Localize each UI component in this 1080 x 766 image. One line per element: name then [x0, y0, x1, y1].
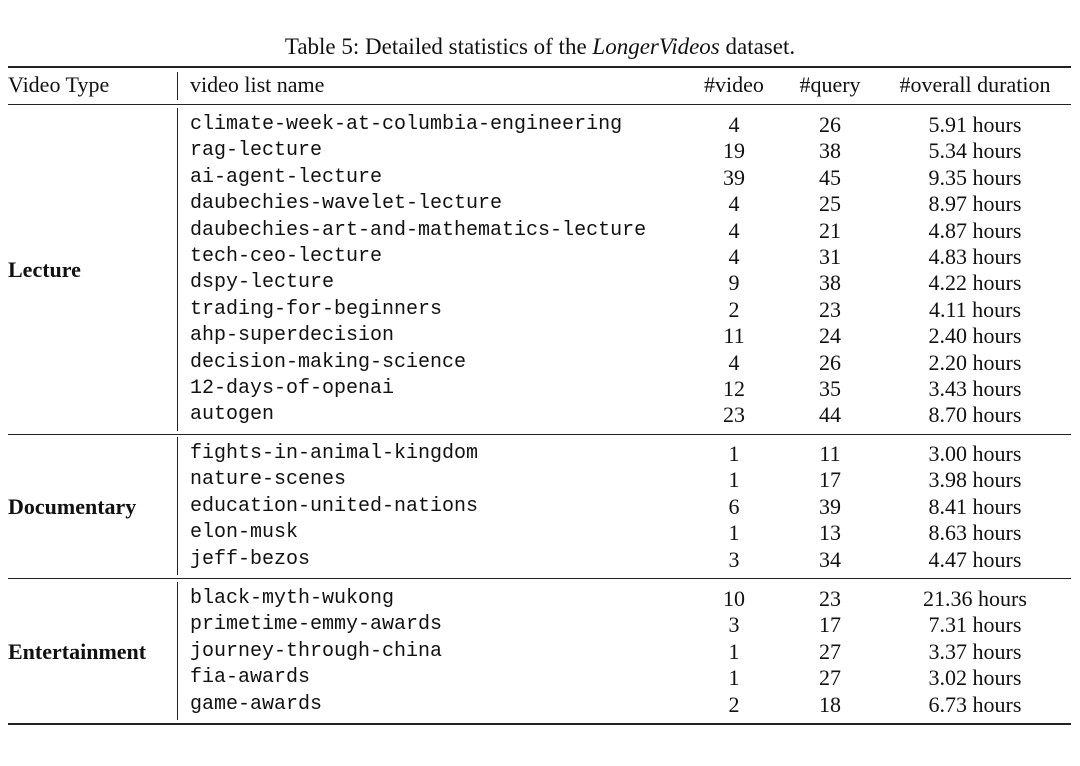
video-count: 2: [728, 296, 740, 322]
video-list-name: 12-days-of-openai: [190, 377, 395, 400]
header-duration: #overall duration: [899, 72, 1051, 97]
video-list-name: daubechies-wavelet-lecture: [190, 192, 503, 216]
overall-duration: 5.34 hours: [928, 138, 1022, 164]
overall-duration: 3.43 hours: [928, 376, 1022, 401]
video-count: 23: [723, 402, 745, 428]
overall-duration: 4.83 hours: [928, 244, 1022, 269]
video-count: 11: [723, 323, 745, 349]
video-list-name: ahp-superdecision: [190, 324, 395, 348]
top-rule: [8, 66, 1071, 68]
overall-duration: 4.11 hours: [928, 296, 1022, 322]
query-count: 18: [819, 691, 841, 717]
query-count: 45: [819, 164, 841, 190]
query-count: 26: [819, 112, 841, 137]
video-list-name: decision-making-science: [190, 350, 467, 374]
overall-duration: 8.63 hours: [928, 520, 1022, 546]
video-count: 4: [728, 112, 740, 137]
video-list-name: nature-scenes: [190, 468, 347, 492]
video-count: 12: [723, 376, 745, 401]
video-count: 4: [728, 244, 740, 269]
video-list-name: ai-agent-lecture: [190, 165, 383, 189]
video-count: 1: [728, 441, 740, 466]
video-list-name: fia-awards: [190, 666, 311, 690]
overall-duration: 4.87 hours: [928, 217, 1022, 243]
query-count: 35: [819, 376, 841, 401]
query-count: 31: [819, 244, 841, 269]
video-count: 1: [728, 467, 740, 493]
group-divider: [177, 437, 178, 575]
overall-duration: 21.36 hours: [923, 586, 1027, 611]
query-count: 17: [819, 467, 841, 493]
overall-duration: 2.20 hours: [928, 349, 1022, 375]
video-count: 4: [728, 191, 740, 217]
bottom-rule: [8, 723, 1071, 725]
video-list-name: fights-in-animal-kingdom: [190, 442, 479, 465]
query-count: 23: [819, 586, 841, 611]
video-list-name: tech-ceo-lecture: [190, 245, 383, 268]
video-count: 9: [728, 270, 740, 296]
query-count: 26: [819, 349, 841, 375]
video-list-name: daubechies-art-and-mathematics-lecture: [190, 218, 647, 242]
query-count: 38: [819, 270, 841, 296]
overall-duration: 7.31 hours: [928, 612, 1022, 638]
video-count: 1: [728, 665, 740, 691]
video-count: 19: [723, 138, 745, 164]
query-count: 27: [819, 665, 841, 691]
query-count: 25: [819, 191, 841, 217]
video-type-lecture: Lecture: [8, 257, 81, 283]
overall-duration: 3.00 hours: [928, 441, 1022, 466]
query-count: 11: [819, 441, 841, 466]
overall-duration: 3.37 hours: [928, 638, 1022, 664]
overall-duration: 8.70 hours: [928, 402, 1022, 428]
query-count: 44: [819, 402, 841, 428]
video-count: 3: [728, 612, 740, 638]
overall-duration: 3.02 hours: [928, 665, 1022, 691]
group-rule: [8, 434, 1071, 435]
video-list-name: trading-for-beginners: [190, 297, 443, 321]
header-video-type: Video Type: [8, 72, 110, 97]
caption-dataset-name: LongerVideos: [592, 34, 720, 59]
header-rule: [8, 104, 1071, 105]
video-count: 6: [728, 493, 740, 519]
overall-duration: 8.41 hours: [928, 493, 1022, 519]
video-list-name: elon-musk: [190, 521, 299, 545]
video-count: 1: [728, 520, 740, 546]
video-list-name: rag-lecture: [190, 139, 323, 163]
query-count: 13: [819, 520, 841, 546]
video-count: 2: [728, 691, 740, 717]
overall-duration: 6.73 hours: [928, 691, 1022, 717]
video-list-name: jeff-bezos: [190, 547, 311, 571]
header-list-name: video list name: [190, 72, 325, 97]
video-count: 39: [723, 164, 745, 190]
video-count: 10: [723, 586, 745, 611]
video-count: 4: [728, 349, 740, 375]
video-list-name: black-myth-wukong: [190, 587, 395, 610]
video-count: 3: [728, 546, 740, 572]
query-count: 23: [819, 296, 841, 322]
query-count: 27: [819, 638, 841, 664]
overall-duration: 3.98 hours: [928, 467, 1022, 493]
group-divider: [177, 108, 178, 431]
video-list-name: game-awards: [190, 692, 323, 716]
query-count: 34: [819, 546, 841, 572]
video-list-name: primetime-emmy-awards: [190, 613, 443, 637]
video-list-name: dspy-lecture: [190, 271, 335, 295]
caption-suffix: dataset.: [719, 34, 796, 59]
overall-duration: 5.91 hours: [928, 112, 1022, 137]
video-type-entertainment: Entertainment: [8, 639, 147, 664]
query-count: 21: [819, 217, 841, 243]
header-divider: [177, 72, 178, 100]
video-type-documentary: Documentary: [8, 494, 137, 519]
overall-duration: 4.22 hours: [928, 270, 1022, 296]
table-caption: [0, 33, 1080, 61]
header-query: #query: [799, 72, 861, 97]
video-list-name: autogen: [190, 403, 275, 427]
overall-duration: 8.97 hours: [928, 191, 1022, 217]
query-count: 38: [819, 138, 841, 164]
video-list-name: education-united-nations: [190, 494, 479, 518]
group-rule: [8, 578, 1071, 579]
video-count: 1: [728, 638, 740, 664]
query-count: 39: [819, 493, 841, 519]
overall-duration: 9.35 hours: [928, 164, 1022, 190]
video-list-name: climate-week-at-columbia-engineering: [190, 113, 623, 136]
query-count: 24: [819, 323, 841, 349]
overall-duration: 4.47 hours: [928, 546, 1022, 572]
video-count: 4: [728, 217, 740, 243]
video-list-name: journey-through-china: [190, 639, 443, 663]
header-video: #video: [704, 72, 764, 97]
group-divider: [177, 582, 178, 720]
query-count: 17: [819, 612, 841, 638]
caption-prefix: Table 5: Detailed statistics of the: [284, 34, 593, 59]
overall-duration: 2.40 hours: [928, 323, 1022, 349]
